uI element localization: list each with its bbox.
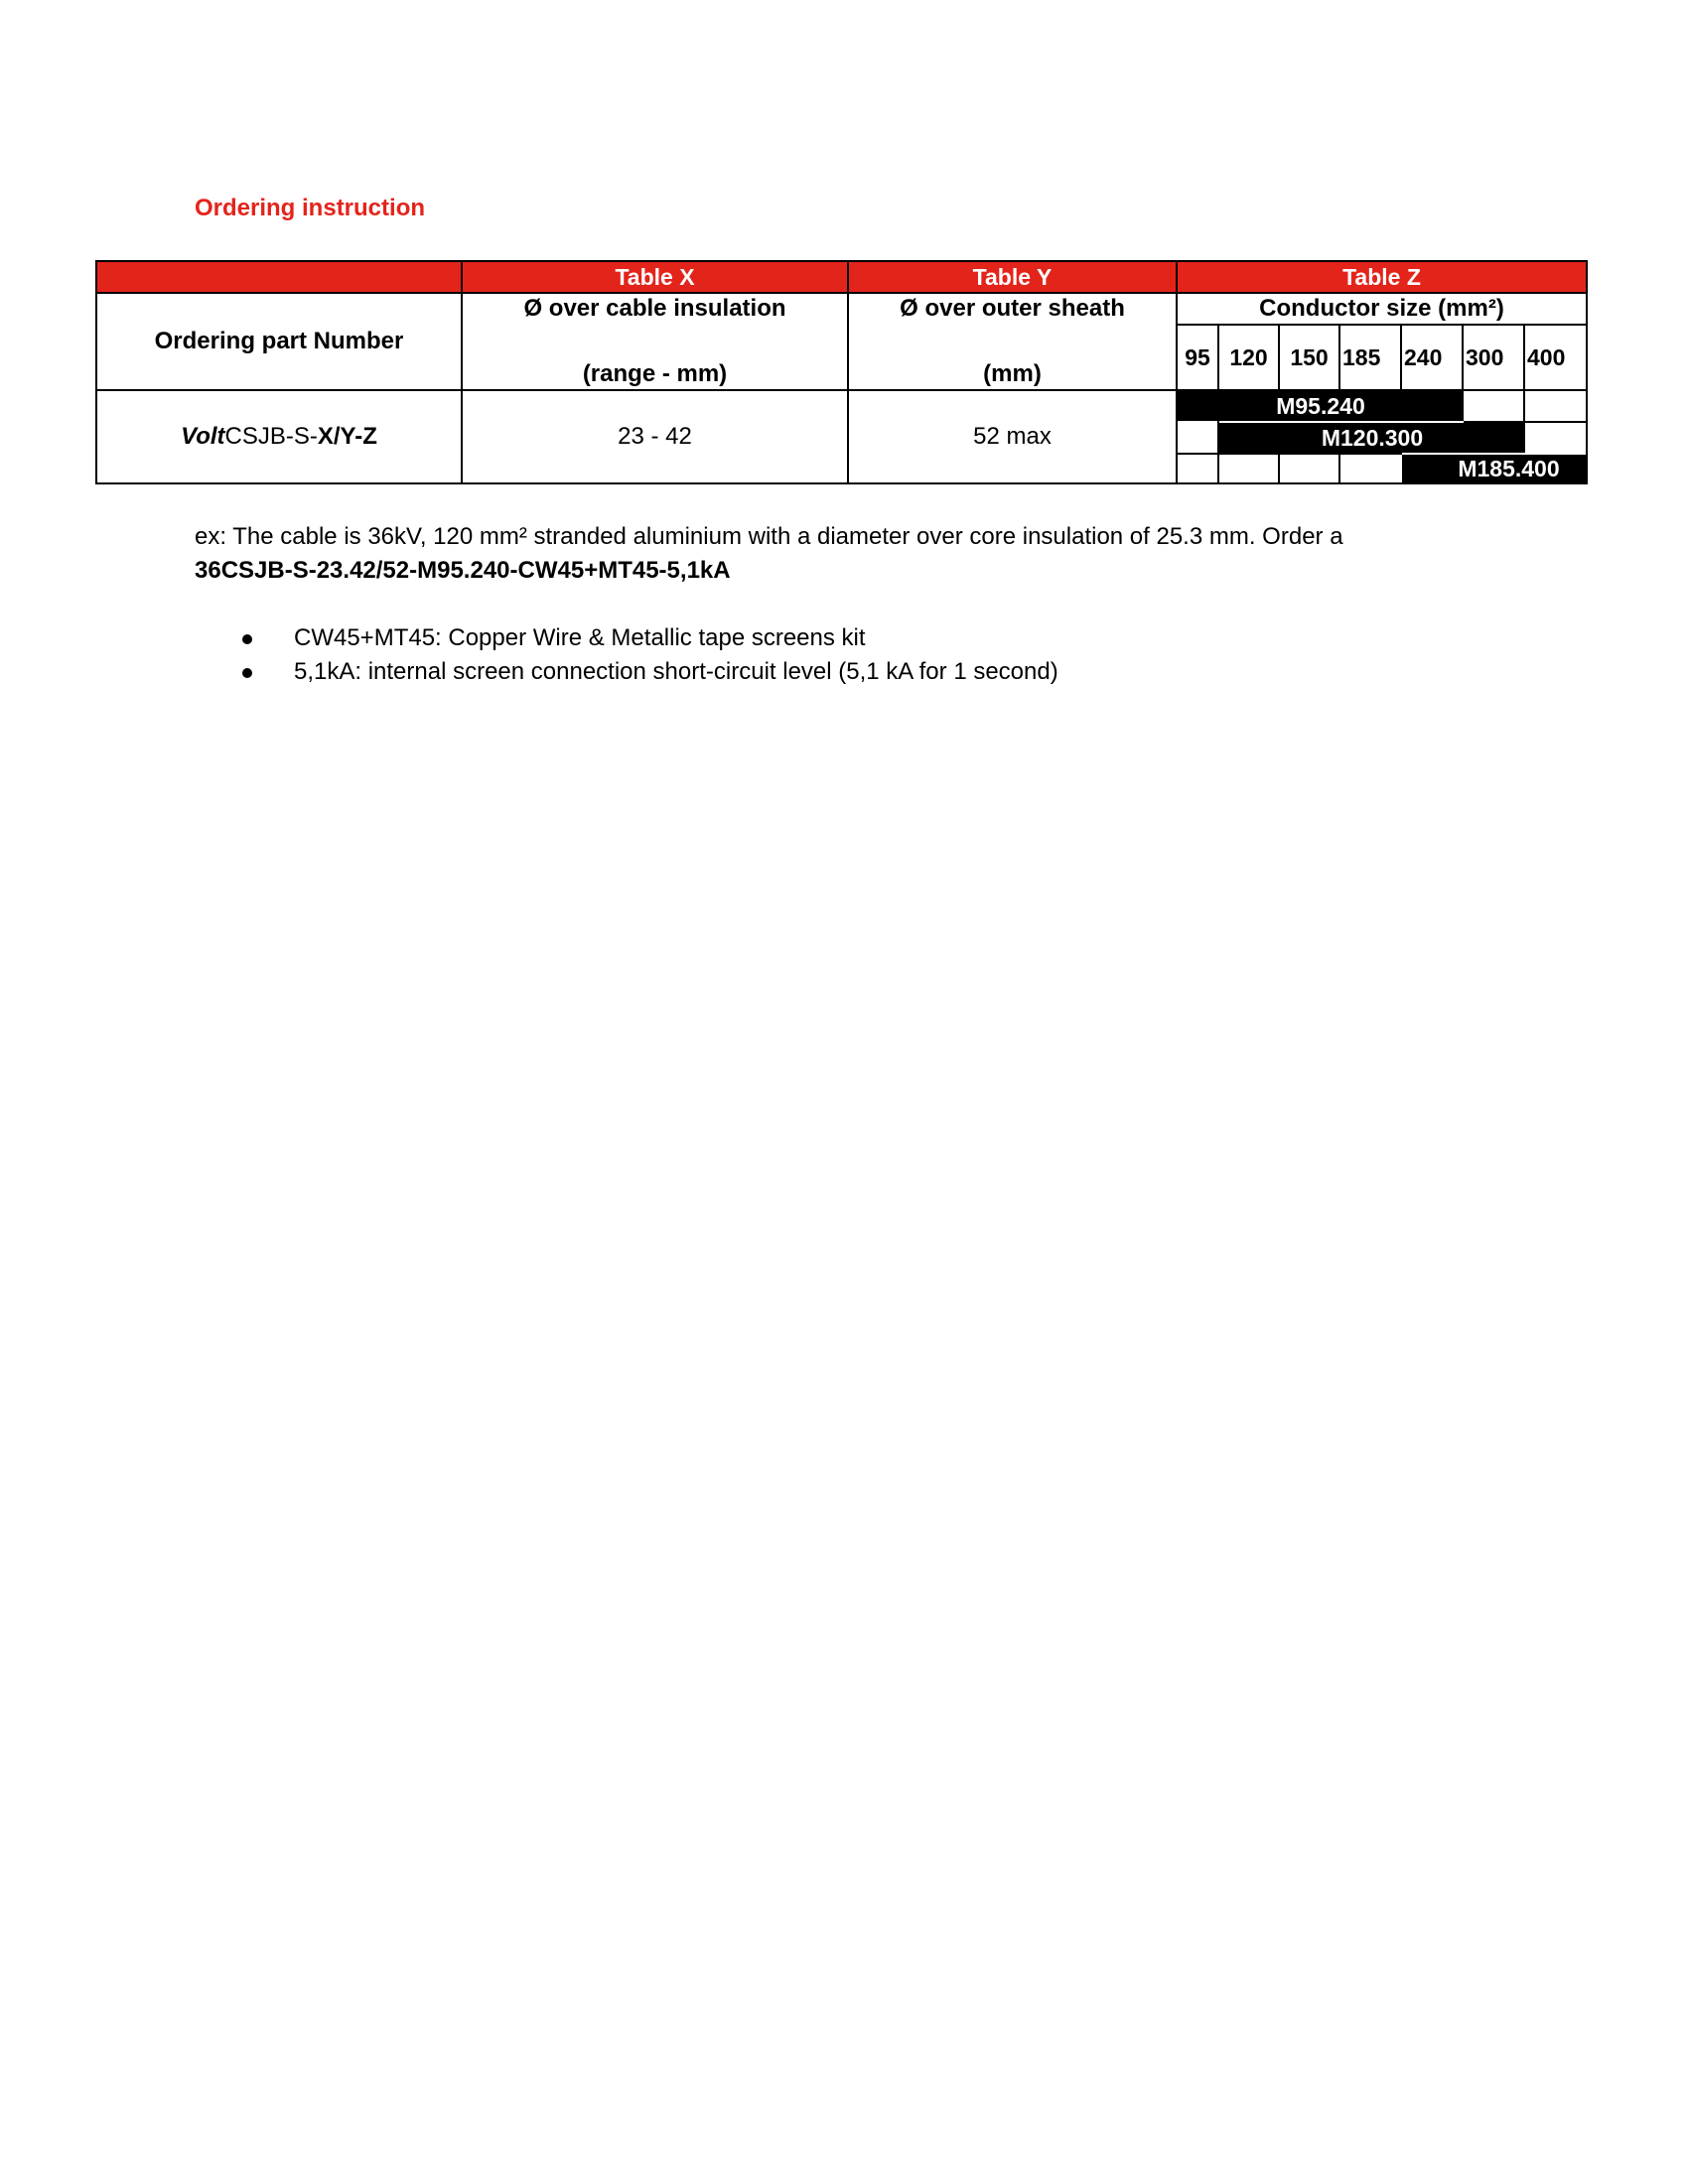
table-y-label: Table Y [849, 262, 1176, 292]
x-value: 23 - 42 [618, 423, 692, 450]
range-bar: M185.400 [1402, 455, 1586, 482]
grid-line [1278, 453, 1280, 482]
page-heading: Ordering instruction [195, 195, 426, 221]
size-label: 150 [1290, 343, 1329, 370]
grid-line [97, 389, 1586, 391]
y-value: 52 max [973, 423, 1052, 450]
range-bar: M95.240 [1178, 391, 1464, 421]
z-header: Conductor size (mm²) [1259, 295, 1504, 322]
table-z-label: Table Z [1178, 262, 1586, 292]
table-x-label: Table X [463, 262, 847, 292]
x-header-line2: (range - mm) [582, 360, 728, 387]
range-bar: M120.300 [1219, 423, 1525, 453]
part-middle: CSJB-S- [224, 423, 318, 450]
x-header-line1: Ø over cable insulation [523, 295, 786, 322]
grid-line [1338, 324, 1340, 389]
grid-line [97, 292, 1586, 294]
grid-line [1278, 324, 1280, 389]
bullet-icon [242, 634, 252, 644]
y-header-line2: (mm) [983, 360, 1042, 387]
bullet-icon [242, 668, 252, 678]
grid-line [461, 262, 463, 482]
grid-line [1217, 421, 1219, 455]
size-label: 400 [1527, 343, 1566, 370]
grid-line [847, 262, 849, 482]
grid-line [1178, 453, 1402, 455]
grid-line [1217, 324, 1219, 389]
part-number-value [97, 391, 461, 482]
size-label: 185 [1342, 343, 1381, 370]
part-number-header: Ordering part Number [154, 328, 404, 354]
example-paragraph [195, 520, 1446, 588]
y-header-line1: Ø over outer sheath [900, 295, 1125, 322]
size-label: 300 [1466, 343, 1504, 370]
grid-line [1523, 389, 1525, 423]
grid-line [1523, 324, 1525, 389]
grid-line [1176, 262, 1178, 482]
grid-line [1400, 324, 1402, 389]
ordering-table [95, 260, 1588, 484]
size-label: 240 [1404, 343, 1443, 370]
example-text: ex: The cable is 36kV, 120 mm² stranded aluminium with a diameter over core insulation of 25.3 mm. Order a [195, 523, 1343, 550]
list-item-text: 5,1kA: internal screen connection short-circuit level (5,1 kA for 1 second) [294, 658, 1058, 685]
grid-line [1217, 453, 1219, 482]
size-label: 95 [1185, 343, 1210, 370]
list-item-text: CW45+MT45: Copper Wire & Metallic tape screens kit [294, 624, 866, 651]
example-order-code: 36CSJB-S-23.42/52-M95.240-CW45+MT45-5,1kA [195, 557, 731, 584]
part-prefix: Volt [181, 423, 225, 450]
grid-line [1338, 453, 1340, 482]
grid-line [1462, 324, 1464, 389]
part-suffix: X/Y-Z [317, 423, 377, 450]
size-label: 120 [1229, 343, 1268, 370]
